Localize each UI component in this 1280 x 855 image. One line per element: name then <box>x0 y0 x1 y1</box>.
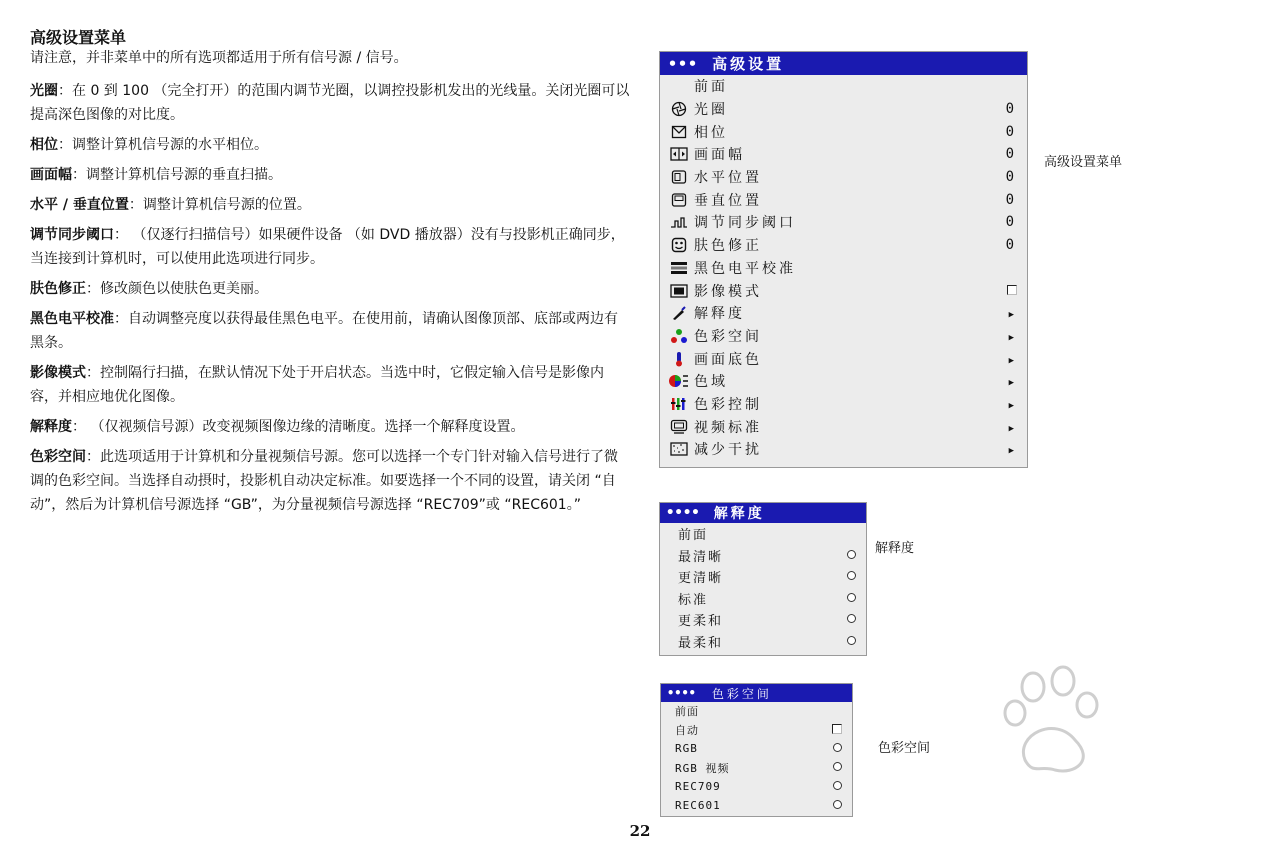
video-standard-icon <box>668 418 690 436</box>
menu-item-value: 0 <box>1005 146 1017 163</box>
menu-item-value <box>1009 328 1017 344</box>
menu-title: 高级设置 <box>712 55 785 73</box>
menu-item-label: 肤色修正 <box>694 238 762 255</box>
baidu-jingyan-watermark <box>905 665 1205 805</box>
menu-item[interactable] <box>660 302 1027 325</box>
menu-item[interactable] <box>660 631 866 653</box>
menu-item-label: 视频标准 <box>694 419 762 436</box>
term-description: （仅逐行扫描信号）如果硬件设备 （如 DVD 播放器）没有与投影机正确同步，当连接到计算机时，可以使用此选项进行同步。 <box>30 227 625 267</box>
menu-item-label: 垂直位置 <box>694 192 762 209</box>
menu-item[interactable] <box>661 758 852 777</box>
term-description: 调整计算机信号源的位置。 <box>142 197 311 213</box>
menu-item[interactable] <box>660 325 1027 348</box>
menu-item-label: 前面 <box>675 705 699 719</box>
menu-title: 色彩空间 <box>711 686 772 701</box>
term-description: 在 0 到 100 （完全打开）的范围内调节光圈，以调控投影机发出的光线量。关闭光圈可以提高深色图像的对比度。 <box>30 83 630 123</box>
description-paragraph <box>30 223 630 271</box>
menu-item-label: 最清晰 <box>678 549 724 565</box>
menu-level-dots: •••• <box>666 505 700 521</box>
radio-button[interactable] <box>847 550 856 559</box>
menu-item[interactable] <box>660 234 1027 257</box>
menu-item[interactable] <box>660 211 1027 234</box>
submenu-arrow-icon: ▶ <box>1008 332 1017 343</box>
term-description: 调整计算机信号源的水平相位。 <box>72 137 268 153</box>
description-paragraph <box>30 163 630 187</box>
menu-item-label: 画面底色 <box>694 351 762 368</box>
menu-item-label: 解释度 <box>694 306 745 323</box>
term-label: 黑色电平校准 <box>30 311 114 327</box>
menu-item-label: REC709 <box>675 780 721 794</box>
term-separator: ： <box>114 227 128 243</box>
color-space-menu <box>660 683 853 817</box>
menu-item[interactable] <box>661 777 852 796</box>
term-separator: ： <box>86 281 100 297</box>
term-separator: ： <box>72 419 86 435</box>
menu-item[interactable] <box>660 98 1027 121</box>
menu-items <box>660 75 1027 461</box>
menu-item-label: 最柔和 <box>678 635 724 651</box>
term-description: 此选项适用于计算机和分量视频信号源。您可以选择一个专门针对输入信号进行了微调的色彩空间。当选择自动摂时，投影机自动决定标准。如要选择一个不同的设置，请关闭 “自动”，然后为计算机信号源选择 “GB”，为分量视频信号源选择 “REC709”或 “REC601。” <box>30 449 618 513</box>
menu-items <box>661 702 852 815</box>
color-temperature-icon <box>668 350 690 368</box>
menu-title-bar <box>660 52 1027 75</box>
menu-item-label: 水平位置 <box>694 170 762 187</box>
description-paragraph <box>30 361 630 409</box>
radio-button[interactable] <box>833 781 842 790</box>
radio-button[interactable] <box>847 636 856 645</box>
menu-item-label: 前面 <box>694 79 728 96</box>
menu-item-value <box>1009 441 1017 457</box>
menu-item-label: 画面幅 <box>694 147 745 164</box>
menu-item[interactable] <box>660 188 1027 211</box>
menu-title-bar <box>660 503 866 523</box>
menu-item-label: 黑色电平校准 <box>694 260 796 277</box>
menu-item-value: 0 <box>1005 237 1017 254</box>
menu-item-value[interactable] <box>833 780 842 793</box>
submenu-arrow-icon: ▶ <box>1008 400 1017 411</box>
menu-item[interactable] <box>660 143 1027 166</box>
menu-item-value[interactable] <box>833 799 842 812</box>
menu-item-label: RGB 视频 <box>675 761 730 775</box>
phase-icon <box>668 123 690 141</box>
description-paragraph <box>30 193 630 217</box>
term-separator: ： <box>86 365 100 381</box>
term-description: （仅视频信号源）改变视频图像边缘的清晰度。选择一个解释度设置。 <box>86 419 525 435</box>
menu-item[interactable] <box>661 740 852 759</box>
menu-item-label: 标准 <box>678 592 709 608</box>
menu-item[interactable] <box>660 279 1027 302</box>
radio-button[interactable] <box>847 571 856 580</box>
menu-item[interactable] <box>661 702 852 721</box>
term-description: 自动调整亮度以获得最佳黑色电平。在使用前，请确认图像顶部、底部或两边有黑条。 <box>30 311 618 351</box>
term-separator: ： <box>86 449 100 465</box>
film-mode-icon <box>668 282 690 300</box>
menu-item-label: 更柔和 <box>678 614 724 630</box>
menu-level-dots: •••• <box>667 686 696 700</box>
term-description: 修改颜色以使肤色更美丽。 <box>100 281 268 297</box>
term-separator: ： <box>58 83 72 99</box>
menu-item[interactable] <box>661 721 852 740</box>
menu-item-value[interactable] <box>1007 283 1017 299</box>
menu-item-value[interactable] <box>833 761 842 774</box>
menu-item[interactable] <box>660 545 866 567</box>
term-label: 画面幅 <box>30 167 72 183</box>
term-label: 光圈 <box>30 83 58 99</box>
submenu-arrow-icon: ▶ <box>1008 378 1017 389</box>
intro-note: 请注意，并非菜单中的所有选项都适用于所有信号源 / 信号。 <box>30 50 408 66</box>
radio-button[interactable] <box>847 614 856 623</box>
menu-item-label: REC601 <box>675 798 721 812</box>
term-description: 调整计算机信号源的垂直扫描。 <box>86 167 282 183</box>
term-separator: ： <box>72 167 86 183</box>
submenu-arrow-icon: ▶ <box>1008 355 1017 366</box>
menu-item-value[interactable] <box>847 634 856 649</box>
page-heading: 高级设置菜单 <box>30 28 127 47</box>
menu-item-value <box>1009 396 1017 412</box>
menu-item[interactable] <box>660 370 1027 393</box>
sync-threshold-icon <box>668 213 690 231</box>
description-paragraph <box>30 415 630 439</box>
menu-item-label: 前面 <box>678 528 709 544</box>
description-paragraph <box>30 133 630 157</box>
menu-item-label: 调节同步阈口 <box>694 215 796 232</box>
menu-item[interactable] <box>660 393 1027 416</box>
menu-item-value[interactable] <box>833 742 842 755</box>
menu-item-label: 更清晰 <box>678 571 724 587</box>
radio-button[interactable] <box>833 762 842 771</box>
menu-item-label: 色彩控制 <box>694 396 762 413</box>
menu-item[interactable] <box>661 796 852 815</box>
menu-item[interactable] <box>660 588 866 610</box>
advanced-menu-caption: 高级设置菜单 <box>1044 155 1123 170</box>
tracking-icon <box>668 145 690 163</box>
vertical-position-icon <box>668 191 690 209</box>
menu-item-value: 0 <box>1005 191 1017 208</box>
description-list <box>30 79 630 517</box>
menu-item-label: 影像模式 <box>694 283 762 300</box>
description-paragraph <box>30 445 630 517</box>
menu-item-label: 相位 <box>694 124 728 141</box>
menu-item[interactable] <box>660 523 866 545</box>
resolution-menu <box>659 502 867 656</box>
color-control-icon <box>668 395 690 413</box>
menu-item[interactable] <box>660 257 1027 280</box>
checkbox[interactable] <box>832 724 842 734</box>
term-label: 调节同步阈口 <box>30 227 114 243</box>
term-separator: ： <box>58 137 72 153</box>
term-label: 色彩空间 <box>30 449 86 465</box>
black-level-icon <box>668 259 690 277</box>
menu-item-value: 0 <box>1005 214 1017 231</box>
baidu-paw-logo-icon <box>905 665 1205 805</box>
menu-item-value[interactable] <box>832 724 842 737</box>
menu-item-label: 自动 <box>675 724 699 738</box>
description-paragraph <box>30 79 630 127</box>
menu-item[interactable] <box>660 75 1027 98</box>
resolution-menu-caption: 解释度 <box>875 541 915 556</box>
color-gamut-icon <box>668 372 690 390</box>
menu-item-label: 色域 <box>694 374 728 391</box>
noise-reduction-icon <box>668 440 690 458</box>
menu-item-value[interactable] <box>847 612 856 627</box>
menu-item-value[interactable] <box>847 569 856 584</box>
menu-item-value[interactable] <box>847 548 856 563</box>
term-label: 肤色修正 <box>30 281 86 297</box>
color-space-menu-caption: 色彩空间 <box>878 741 931 756</box>
submenu-arrow-icon: ▶ <box>1008 310 1017 321</box>
menu-title: 解释度 <box>713 506 765 522</box>
radio-button[interactable] <box>833 743 842 752</box>
page-number: 22 <box>629 822 651 840</box>
term-label: 解释度 <box>30 419 72 435</box>
menu-item-value <box>1009 419 1017 435</box>
menu-item[interactable] <box>660 609 866 631</box>
menu-item[interactable] <box>660 415 1027 438</box>
menu-items <box>660 523 866 652</box>
color-space-icon <box>668 327 690 345</box>
menu-item-label: 减少干扰 <box>694 442 762 459</box>
menu-item[interactable] <box>660 566 866 588</box>
submenu-arrow-icon: ▶ <box>1008 446 1017 457</box>
text-column <box>30 28 630 523</box>
menu-item-label: 光圈 <box>694 102 728 119</box>
aperture-icon <box>668 100 690 118</box>
description-paragraph <box>30 277 630 301</box>
description-paragraph <box>30 307 630 355</box>
menu-item-value <box>1009 351 1017 367</box>
menu-level-dots: ••• <box>668 54 699 73</box>
horizontal-position-icon <box>668 168 690 186</box>
sharpness-icon <box>668 304 690 322</box>
menu-item-label: 色彩空间 <box>694 328 762 345</box>
menu-item[interactable] <box>660 347 1027 370</box>
menu-item-value: 0 <box>1005 101 1017 118</box>
radio-button[interactable] <box>833 800 842 809</box>
menu-item-value: 0 <box>1005 169 1017 186</box>
advanced-settings-menu <box>659 51 1028 468</box>
term-separator: ： <box>114 311 128 327</box>
term-label: 相位 <box>30 137 58 153</box>
term-separator: ： <box>128 197 143 213</box>
checkbox[interactable] <box>1007 285 1017 295</box>
radio-button[interactable] <box>847 593 856 602</box>
menu-item[interactable] <box>660 166 1027 189</box>
term-label: 影像模式 <box>30 365 86 381</box>
menu-item-value <box>1009 373 1017 389</box>
menu-title-bar <box>661 684 852 702</box>
menu-item-value <box>1009 305 1017 321</box>
submenu-arrow-icon: ▶ <box>1008 423 1017 434</box>
menu-item[interactable] <box>660 438 1027 461</box>
flesh-tone-icon <box>668 236 690 254</box>
menu-item-label: RGB <box>675 742 698 756</box>
term-label: 水平 / 垂直位置 <box>30 197 129 213</box>
icon-placeholder <box>668 77 690 95</box>
menu-item[interactable] <box>660 120 1027 143</box>
menu-item-value[interactable] <box>847 591 856 606</box>
term-description: 控制隔行扫描，在默认情况下处于开启状态。当选中时，它假定输入信号是影像内容，并相应地优化图像。 <box>30 365 604 405</box>
menu-item-value: 0 <box>1005 123 1017 140</box>
